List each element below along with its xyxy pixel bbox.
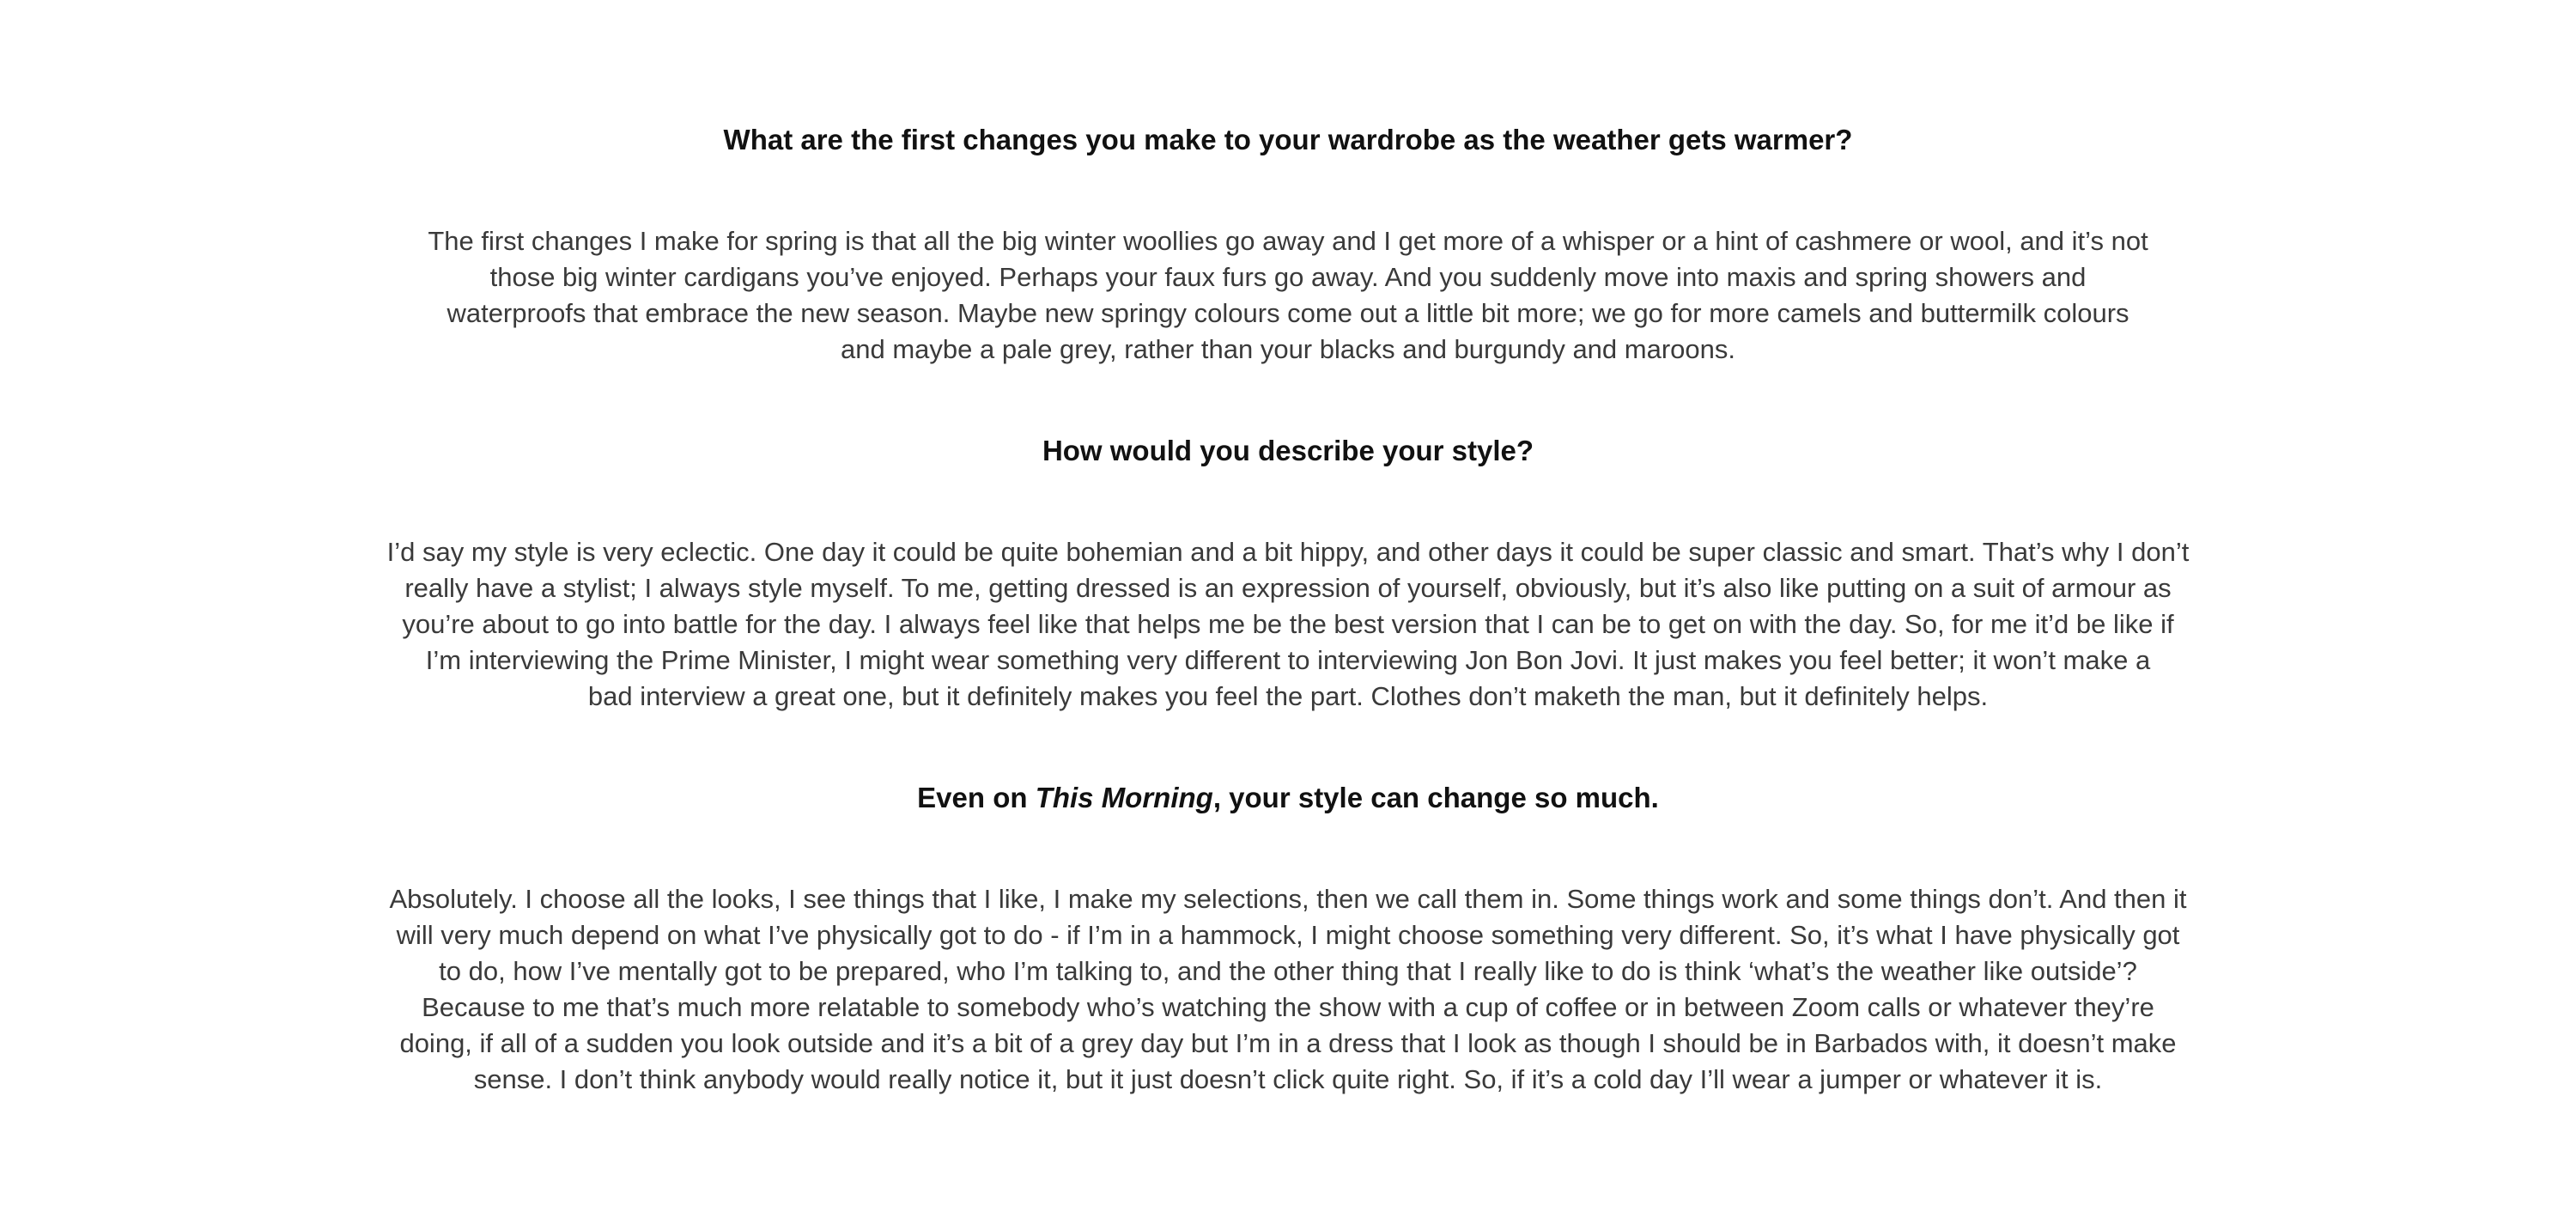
answer-line: will very much depend on what I’ve physically got to do - if I’m in a hammock, I might choose something very different. So, it’s what I have physically got — [396, 920, 2180, 950]
answer-line: those big winter cardigans you’ve enjoyed. Perhaps your faux furs go away. And you suddenly move into maxis and spring showers and — [489, 262, 2087, 292]
answer-line: Because to me that’s much more relatable to somebody who’s watching the show with a cup of coffee or in between Zoom calls or whatever they’re — [422, 992, 2154, 1022]
answer-line: bad interview a great one, but it definitely makes you feel the part. Clothes don’t maketh the man, but it definitely helps. — [587, 681, 1989, 711]
question-heading: How would you describe your style? — [1042, 435, 1534, 466]
answer-line: I’m interviewing the Prime Minister, I might wear something very different to interviewing Jon Bon Jovi. It just makes you feel better; it won’t make a — [425, 645, 2151, 675]
answer-line: to do, how I’ve mentally got to be prepared, who I’m talking to, and the other thing that I really like to do is think ‘what’s the weather like outside’? — [439, 956, 2137, 986]
answer-paragraph — [0, 534, 2576, 715]
answer-line: sense. I don’t think anybody would really notice it, but it just doesn’t click quite right. So, if it’s a cold day I’ll wear a jumper or whatever it is. — [473, 1064, 2103, 1094]
show-title: This Morning — [1035, 782, 1213, 813]
answer-line: The first changes I make for spring is that all the big winter woollies go away and I get more of a whisper or a hint of cashmere or wool, and it’s not — [428, 226, 2148, 256]
answer-line: really have a stylist; I always style myself. To me, getting dressed is an expression of yourself, obviously, but it’s also like putting on a suit of armour as — [404, 573, 2172, 603]
answer-line: you’re about to go into battle for the day. I always feel like that helps me be the best version that I can be to get on with the day. So, for me it’d be like if — [402, 609, 2174, 639]
answer-paragraph — [0, 223, 2576, 368]
answer-line: doing, if all of a sudden you look outside and it’s a bit of a grey day but I’m in a dress that I look as though I should be in Barbados with, it doesn’t make — [399, 1028, 2177, 1058]
answer-line: I’d say my style is very eclectic. One day it could be quite bohemian and a bit hippy, and other days it could be super classic and smart. That’s why I don’t — [386, 537, 2190, 567]
answer-paragraph — [0, 881, 2576, 1098]
answer-line: and maybe a pale grey, rather than your blacks and burgundy and maroons. — [840, 334, 1735, 364]
question-suffix: , your style can change so much. — [1212, 782, 1659, 813]
question-prefix: Even on — [917, 782, 1036, 813]
question-heading: What are the first changes you make to your wardrobe as the weather gets warmer? — [723, 124, 1853, 155]
question-heading — [0, 783, 2576, 813]
answer-line: waterproofs that embrace the new season. Maybe new springy colours come out a little bit more; we go for more camels and buttermilk colours — [447, 298, 2129, 328]
answer-line: Absolutely. I choose all the looks, I see things that I like, I make my selections, then we call them in. Some things work and some things don’t. And then it — [389, 884, 2187, 914]
